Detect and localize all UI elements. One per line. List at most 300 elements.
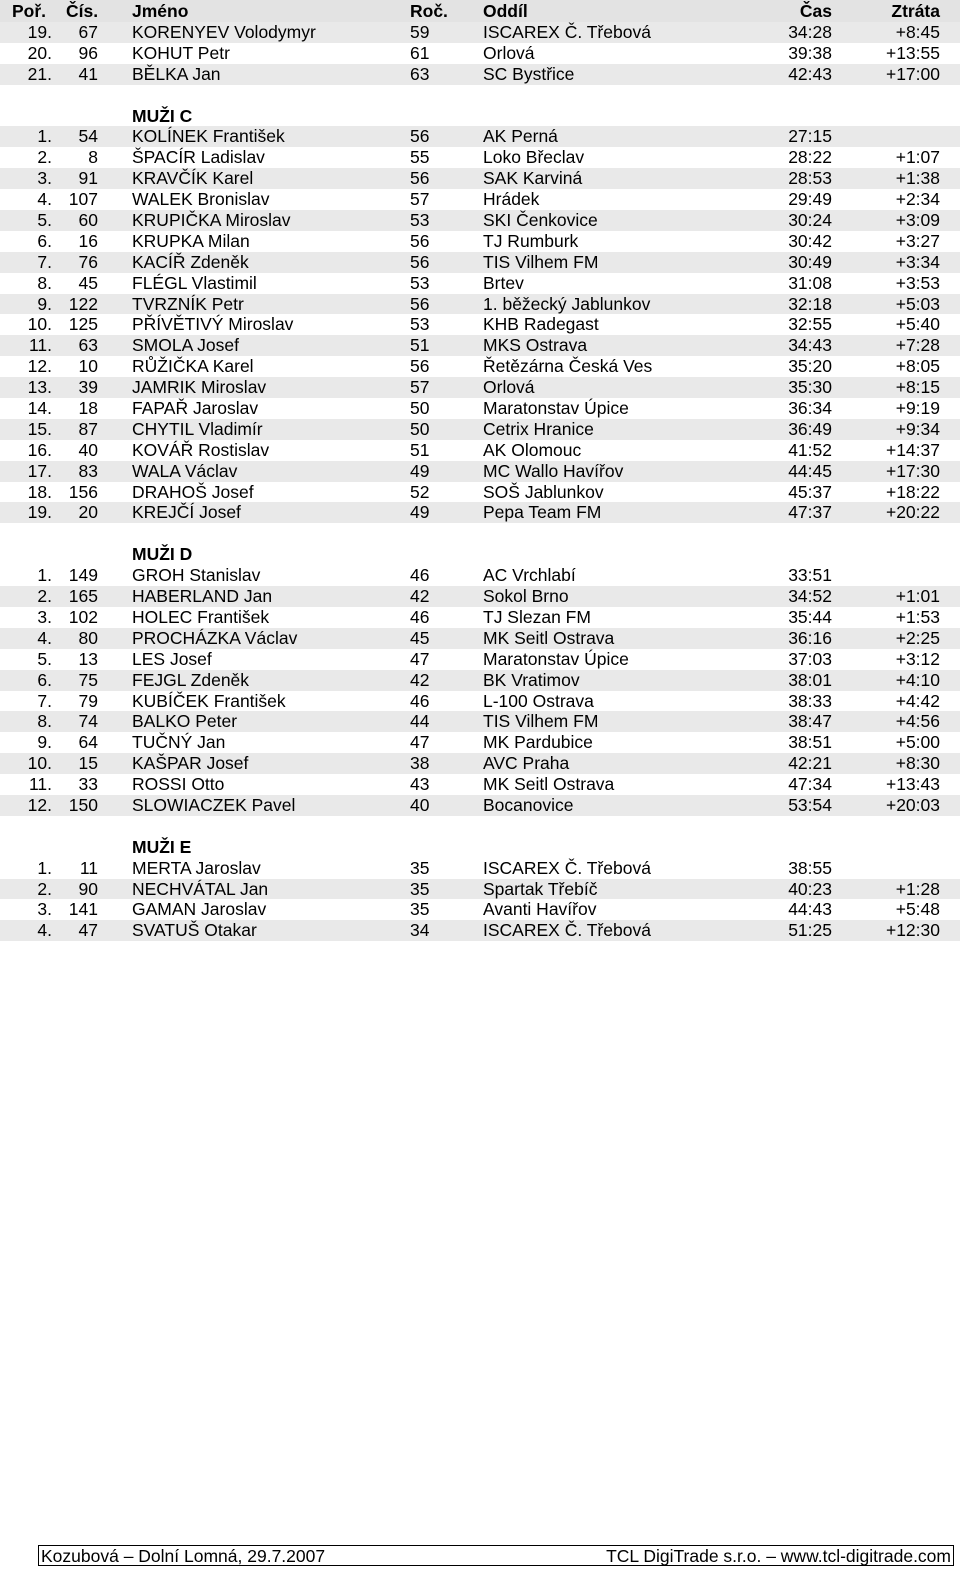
table-row xyxy=(0,649,960,670)
time-cell: 33:51 xyxy=(788,565,832,586)
table-row xyxy=(0,732,960,753)
position-cell: 20. xyxy=(27,42,52,63)
position-cell: 3. xyxy=(37,168,52,189)
table-row xyxy=(0,753,960,774)
name-cell: HABERLAND Jan xyxy=(132,586,273,607)
bib-number-cell: 8 xyxy=(88,147,98,168)
year-cell: 35 xyxy=(410,899,430,920)
name-cell: KOVÁŘ Rostislav xyxy=(132,439,270,460)
club-cell: KHB Radegast xyxy=(483,314,599,335)
club-cell: SC Bystřice xyxy=(483,63,575,84)
club-cell: SKI Čenkovice xyxy=(483,210,598,231)
year-cell: 56 xyxy=(410,126,430,147)
club-cell: AK Olomouc xyxy=(483,439,582,460)
year-cell: 56 xyxy=(410,230,430,251)
club-cell: TJ Slezan FM xyxy=(483,606,591,627)
name-cell: KUBÍČEK František xyxy=(132,690,286,711)
loss-cell: +4:10 xyxy=(895,669,940,690)
position-cell: 13. xyxy=(27,377,52,398)
name-cell: ROSSI Otto xyxy=(132,774,225,795)
name-cell: KRUPKA Milan xyxy=(132,230,250,251)
time-cell: 35:20 xyxy=(788,356,832,377)
position-cell: 3. xyxy=(37,606,52,627)
table-row xyxy=(0,335,960,356)
table-row xyxy=(0,628,960,649)
club-cell: BK Vratimov xyxy=(483,669,580,690)
bib-number-cell: 11 xyxy=(79,857,98,878)
year-cell: 56 xyxy=(410,251,430,272)
bib-number-cell: 45 xyxy=(78,272,98,293)
page-footer xyxy=(38,1545,954,1566)
position-cell: 15. xyxy=(27,418,52,439)
name-cell: LES Josef xyxy=(132,648,212,669)
bib-number-cell: 90 xyxy=(78,878,98,899)
position-cell: 2. xyxy=(37,586,52,607)
bib-number-cell: 83 xyxy=(78,460,98,481)
time-cell: 39:38 xyxy=(788,42,832,63)
loss-cell: +8:30 xyxy=(895,753,940,774)
table-row xyxy=(0,273,960,294)
year-cell: 56 xyxy=(410,356,430,377)
club-cell: Orlová xyxy=(483,377,535,398)
name-cell: GAMAN Jaroslav xyxy=(132,899,267,920)
footer-company: TCL DigiTrade s.r.o. – www.tcl-digitrade.com xyxy=(606,1546,951,1566)
year-cell: 52 xyxy=(410,481,430,502)
loss-cell: +8:15 xyxy=(895,377,940,398)
bib-number-cell: 15 xyxy=(78,753,98,774)
loss-cell: +8:05 xyxy=(895,356,940,377)
year-cell: 35 xyxy=(410,857,430,878)
time-cell: 44:45 xyxy=(788,460,832,481)
time-cell: 30:24 xyxy=(788,210,832,231)
position-cell: 17. xyxy=(27,460,52,481)
year-cell: 55 xyxy=(410,147,430,168)
table-row xyxy=(0,879,960,900)
time-cell: 35:44 xyxy=(788,606,832,627)
time-cell: 30:42 xyxy=(788,230,832,251)
name-cell: KORENYEV Volodymyr xyxy=(132,22,316,42)
name-cell: MERTA Jaroslav xyxy=(132,857,261,878)
loss-cell: +20:03 xyxy=(885,794,940,815)
club-cell: SAK Karviná xyxy=(483,168,583,189)
time-cell: 38:33 xyxy=(788,690,832,711)
year-cell: 50 xyxy=(410,418,430,439)
bib-number-cell: 39 xyxy=(78,377,98,398)
category-heading xyxy=(0,106,960,127)
year-cell: 53 xyxy=(410,210,430,231)
loss-cell: +3:12 xyxy=(895,648,940,669)
table-row xyxy=(0,461,960,482)
loss-cell: +5:40 xyxy=(895,314,940,335)
bib-number-cell: 33 xyxy=(78,774,98,795)
table-row xyxy=(0,294,960,315)
time-cell: 51:25 xyxy=(788,920,832,941)
bib-number-cell: 79 xyxy=(78,690,98,711)
club-cell: ISCAREX Č. Třebová xyxy=(483,920,651,941)
bib-number-cell: 122 xyxy=(68,293,98,314)
name-cell: SVATUŠ Otakar xyxy=(132,920,257,941)
bib-number-cell: 20 xyxy=(78,502,98,523)
table-row xyxy=(0,398,960,419)
year-cell: 46 xyxy=(410,565,430,586)
loss-cell: +1:07 xyxy=(895,147,940,168)
bib-number-cell: 76 xyxy=(78,251,98,272)
club-cell: 1. běžecký Jablunkov xyxy=(483,293,651,314)
time-cell: 27:15 xyxy=(788,126,832,147)
name-cell: FLÉGL Vlastimil xyxy=(132,272,257,293)
loss-cell: +3:34 xyxy=(895,251,940,272)
bib-number-cell: 18 xyxy=(78,398,98,419)
time-cell: 47:37 xyxy=(788,502,832,523)
table-row xyxy=(0,482,960,503)
year-cell: 57 xyxy=(410,377,430,398)
table-row xyxy=(0,43,960,64)
loss-cell: +12:30 xyxy=(885,920,940,941)
table-row xyxy=(0,22,960,43)
table-row xyxy=(0,711,960,732)
name-cell: SLOWIACZEK Pavel xyxy=(132,794,296,815)
spacer-row xyxy=(0,816,960,837)
club-cell: MK Seitl Ostrava xyxy=(483,774,615,795)
club-cell: ISCAREX Č. Třebová xyxy=(483,857,651,878)
loss-cell: +7:28 xyxy=(895,335,940,356)
table-row xyxy=(0,670,960,691)
time-cell: 36:34 xyxy=(788,398,832,419)
loss-cell: +17:00 xyxy=(885,63,940,84)
position-cell: 10. xyxy=(27,753,52,774)
time-cell: 34:52 xyxy=(788,586,832,607)
year-cell: 51 xyxy=(410,439,430,460)
year-cell: 34 xyxy=(410,920,430,941)
time-cell: 40:23 xyxy=(788,878,832,899)
name-cell: KRUPIČKA Miroslav xyxy=(132,210,291,231)
name-cell: KREJČÍ Josef xyxy=(132,502,241,523)
year-cell: 42 xyxy=(410,669,430,690)
time-cell: 38:51 xyxy=(788,732,832,753)
position-cell: 6. xyxy=(37,230,52,251)
table-row xyxy=(0,899,960,920)
position-cell: 7. xyxy=(37,251,52,272)
time-cell: 36:49 xyxy=(788,418,832,439)
position-cell: 4. xyxy=(37,189,52,210)
header-number: Čís. xyxy=(66,1,99,21)
name-cell: RŮŽIČKA Karel xyxy=(132,356,254,377)
name-cell: BĚLKA Jan xyxy=(132,63,221,84)
table-row xyxy=(0,774,960,795)
table-row xyxy=(0,858,960,879)
club-cell: L-100 Ostrava xyxy=(483,690,594,711)
year-cell: 42 xyxy=(410,586,430,607)
bib-number-cell: 16 xyxy=(78,230,98,251)
header-loss: Ztráta xyxy=(891,1,940,21)
position-cell: 12. xyxy=(27,356,52,377)
category-label: MUŽI C xyxy=(132,105,193,126)
position-cell: 16. xyxy=(27,439,52,460)
header-year: Roč. xyxy=(410,1,448,21)
year-cell: 53 xyxy=(410,314,430,335)
table-row xyxy=(0,377,960,398)
position-cell: 12. xyxy=(27,794,52,815)
table-row xyxy=(0,210,960,231)
loss-cell: +9:19 xyxy=(895,398,940,419)
club-cell: Cetrix Hranice xyxy=(483,418,594,439)
time-cell: 31:08 xyxy=(788,272,832,293)
bib-number-cell: 13 xyxy=(78,648,98,669)
position-cell: 6. xyxy=(37,669,52,690)
bib-number-cell: 74 xyxy=(78,711,98,732)
name-cell: KRAVČÍK Karel xyxy=(132,168,254,189)
loss-cell: +2:34 xyxy=(895,189,940,210)
time-cell: 38:55 xyxy=(788,857,832,878)
name-cell: DRAHOŠ Josef xyxy=(132,481,254,502)
table-row xyxy=(0,147,960,168)
club-cell: Orlová xyxy=(483,42,535,63)
bib-number-cell: 10 xyxy=(78,356,98,377)
table-header xyxy=(0,0,960,22)
bib-number-cell: 91 xyxy=(78,168,98,189)
year-cell: 46 xyxy=(410,690,430,711)
bib-number-cell: 54 xyxy=(78,126,98,147)
table-row xyxy=(0,126,960,147)
club-cell: MK Seitl Ostrava xyxy=(483,627,615,648)
name-cell: JAMRIK Miroslav xyxy=(132,377,267,398)
bib-number-cell: 63 xyxy=(78,335,98,356)
name-cell: ŠPACÍR Ladislav xyxy=(132,147,265,168)
name-cell: TUČNÝ Jan xyxy=(132,732,226,753)
footer-event: Kozubová – Dolní Lomná, 29.7.2007 xyxy=(41,1546,326,1566)
name-cell: CHYTIL Vladimír xyxy=(132,418,263,439)
club-cell: AC Vrchlabí xyxy=(483,565,576,586)
name-cell: KACÍŘ Zdeněk xyxy=(132,251,249,272)
loss-cell: +5:00 xyxy=(895,732,940,753)
year-cell: 35 xyxy=(410,878,430,899)
bib-number-cell: 165 xyxy=(68,586,98,607)
position-cell: 10. xyxy=(27,314,52,335)
year-cell: 47 xyxy=(410,648,430,669)
position-cell: 8. xyxy=(37,711,52,732)
time-cell: 36:16 xyxy=(788,627,832,648)
time-cell: 44:43 xyxy=(788,899,832,920)
position-cell: 11. xyxy=(28,774,52,795)
position-cell: 2. xyxy=(37,878,52,899)
position-cell: 3. xyxy=(37,899,52,920)
loss-cell: +5:48 xyxy=(895,899,940,920)
club-cell: Maratonstav Úpice xyxy=(483,648,629,669)
spacer-row xyxy=(0,85,960,106)
bib-number-cell: 80 xyxy=(78,627,98,648)
year-cell: 57 xyxy=(410,189,430,210)
club-cell: Spartak Třebíč xyxy=(483,878,598,899)
name-cell: PŘÍVĚTIVÝ Miroslav xyxy=(132,314,294,335)
time-cell: 38:47 xyxy=(788,711,832,732)
club-cell: MC Wallo Havířov xyxy=(483,460,624,481)
table-row xyxy=(0,440,960,461)
table-row xyxy=(0,920,960,941)
loss-cell: +13:55 xyxy=(885,42,940,63)
time-cell: 34:43 xyxy=(788,335,832,356)
loss-cell: +9:34 xyxy=(895,418,940,439)
club-cell: MK Pardubice xyxy=(483,732,593,753)
year-cell: 50 xyxy=(410,398,430,419)
table-row xyxy=(0,189,960,210)
bib-number-cell: 102 xyxy=(68,606,98,627)
time-cell: 29:49 xyxy=(788,189,832,210)
bib-number-cell: 87 xyxy=(78,418,98,439)
year-cell: 40 xyxy=(410,794,430,815)
name-cell: GROH Stanislav xyxy=(132,565,261,586)
position-cell: 1. xyxy=(37,126,52,147)
bib-number-cell: 40 xyxy=(78,439,98,460)
name-cell: FEJGL Zdeněk xyxy=(132,669,250,690)
name-cell: FAPAŘ Jaroslav xyxy=(132,398,259,419)
loss-cell: +14:37 xyxy=(885,439,940,460)
time-cell: 42:43 xyxy=(788,63,832,84)
time-cell: 37:03 xyxy=(788,648,832,669)
year-cell: 63 xyxy=(410,63,430,84)
bib-number-cell: 125 xyxy=(68,314,98,335)
time-cell: 32:18 xyxy=(788,293,832,314)
name-cell: NECHVÁTAL Jan xyxy=(132,878,269,899)
club-cell: TIS Vilhem FM xyxy=(483,711,599,732)
name-cell: WALEK Bronislav xyxy=(132,189,270,210)
year-cell: 53 xyxy=(410,272,430,293)
bib-number-cell: 75 xyxy=(78,669,98,690)
name-cell: KOLÍNEK František xyxy=(132,126,285,147)
club-cell: Hrádek xyxy=(483,189,540,210)
category-label: MUŽI E xyxy=(132,836,192,857)
table-row xyxy=(0,502,960,523)
category-heading xyxy=(0,544,960,565)
table-row xyxy=(0,419,960,440)
name-cell: SMOLA Josef xyxy=(132,335,239,356)
loss-cell: +2:25 xyxy=(895,627,940,648)
name-cell: HOLEC František xyxy=(132,606,270,627)
bib-number-cell: 150 xyxy=(68,794,98,815)
year-cell: 49 xyxy=(410,460,430,481)
table-row xyxy=(0,231,960,252)
loss-cell: +1:38 xyxy=(895,168,940,189)
spacer-row xyxy=(0,523,960,544)
year-cell: 51 xyxy=(410,335,430,356)
name-cell: PROCHÁZKA Václav xyxy=(132,627,298,648)
position-cell: 5. xyxy=(37,210,52,231)
position-cell: 1. xyxy=(37,857,52,878)
header-club: Oddíl xyxy=(483,1,528,21)
loss-cell: +3:27 xyxy=(895,230,940,251)
table-row xyxy=(0,795,960,816)
bib-number-cell: 41 xyxy=(78,63,98,84)
loss-cell: +13:43 xyxy=(885,774,940,795)
year-cell: 56 xyxy=(410,293,430,314)
position-cell: 2. xyxy=(37,147,52,168)
table-row xyxy=(0,168,960,189)
time-cell: 53:54 xyxy=(788,794,832,815)
bib-number-cell: 67 xyxy=(78,22,98,42)
year-cell: 46 xyxy=(410,606,430,627)
category-heading xyxy=(0,837,960,858)
table-row xyxy=(0,586,960,607)
position-cell: 14. xyxy=(27,398,52,419)
header-position: Poř. xyxy=(12,1,47,21)
header-time: Čas xyxy=(799,1,832,21)
club-cell: TJ Rumburk xyxy=(483,230,579,251)
club-cell: Bocanovice xyxy=(483,794,574,815)
club-cell: Brtev xyxy=(483,272,524,293)
club-cell: AVC Praha xyxy=(483,753,570,774)
bib-number-cell: 60 xyxy=(78,210,98,231)
table-row xyxy=(0,565,960,586)
time-cell: 32:55 xyxy=(788,314,832,335)
position-cell: 19. xyxy=(27,22,52,42)
position-cell: 1. xyxy=(37,565,52,586)
time-cell: 35:30 xyxy=(788,377,832,398)
club-cell: Avanti Havířov xyxy=(483,899,597,920)
time-cell: 38:01 xyxy=(788,669,832,690)
loss-cell: +20:22 xyxy=(885,502,940,523)
position-cell: 19. xyxy=(27,502,52,523)
name-cell: TVRZNÍK Petr xyxy=(132,293,244,314)
header-name: Jméno xyxy=(132,1,189,21)
club-cell: Loko Břeclav xyxy=(483,147,585,168)
club-cell: SOŠ Jablunkov xyxy=(483,481,604,502)
bib-number-cell: 47 xyxy=(78,920,98,941)
bib-number-cell: 107 xyxy=(68,189,98,210)
club-cell: Sokol Brno xyxy=(483,586,569,607)
position-cell: 11. xyxy=(28,335,52,356)
name-cell: BALKO Peter xyxy=(132,711,238,732)
year-cell: 43 xyxy=(410,774,430,795)
loss-cell: +4:42 xyxy=(895,690,940,711)
position-cell: 9. xyxy=(37,732,52,753)
year-cell: 45 xyxy=(410,627,430,648)
loss-cell: +1:53 xyxy=(895,606,940,627)
bib-number-cell: 64 xyxy=(78,732,98,753)
table-row xyxy=(0,314,960,335)
time-cell: 28:53 xyxy=(788,168,832,189)
position-cell: 4. xyxy=(37,627,52,648)
year-cell: 44 xyxy=(410,711,430,732)
time-cell: 47:34 xyxy=(788,774,832,795)
name-cell: WALA Václav xyxy=(132,460,238,481)
year-cell: 56 xyxy=(410,168,430,189)
club-cell: AK Perná xyxy=(483,126,558,147)
bib-number-cell: 96 xyxy=(78,42,98,63)
loss-cell: +1:28 xyxy=(895,878,940,899)
club-cell: Řetězárna Česká Ves xyxy=(483,356,653,377)
time-cell: 42:21 xyxy=(788,753,832,774)
position-cell: 18. xyxy=(27,481,52,502)
name-cell: KOHUT Petr xyxy=(132,42,230,63)
loss-cell: +18:22 xyxy=(885,481,940,502)
position-cell: 9. xyxy=(37,293,52,314)
club-cell: MKS Ostrava xyxy=(483,335,588,356)
club-cell: TIS Vilhem FM xyxy=(483,251,599,272)
loss-cell: +4:56 xyxy=(895,711,940,732)
position-cell: 21. xyxy=(27,63,52,84)
table-row xyxy=(0,607,960,628)
year-cell: 61 xyxy=(410,42,430,63)
table-body xyxy=(0,22,960,941)
time-cell: 45:37 xyxy=(788,481,832,502)
bib-number-cell: 141 xyxy=(68,899,98,920)
year-cell: 49 xyxy=(410,502,430,523)
bib-number-cell: 149 xyxy=(68,565,98,586)
club-cell: ISCAREX Č. Třebová xyxy=(483,22,651,42)
year-cell: 47 xyxy=(410,732,430,753)
time-cell: 41:52 xyxy=(788,439,832,460)
year-cell: 38 xyxy=(410,753,430,774)
loss-cell: +3:53 xyxy=(895,272,940,293)
